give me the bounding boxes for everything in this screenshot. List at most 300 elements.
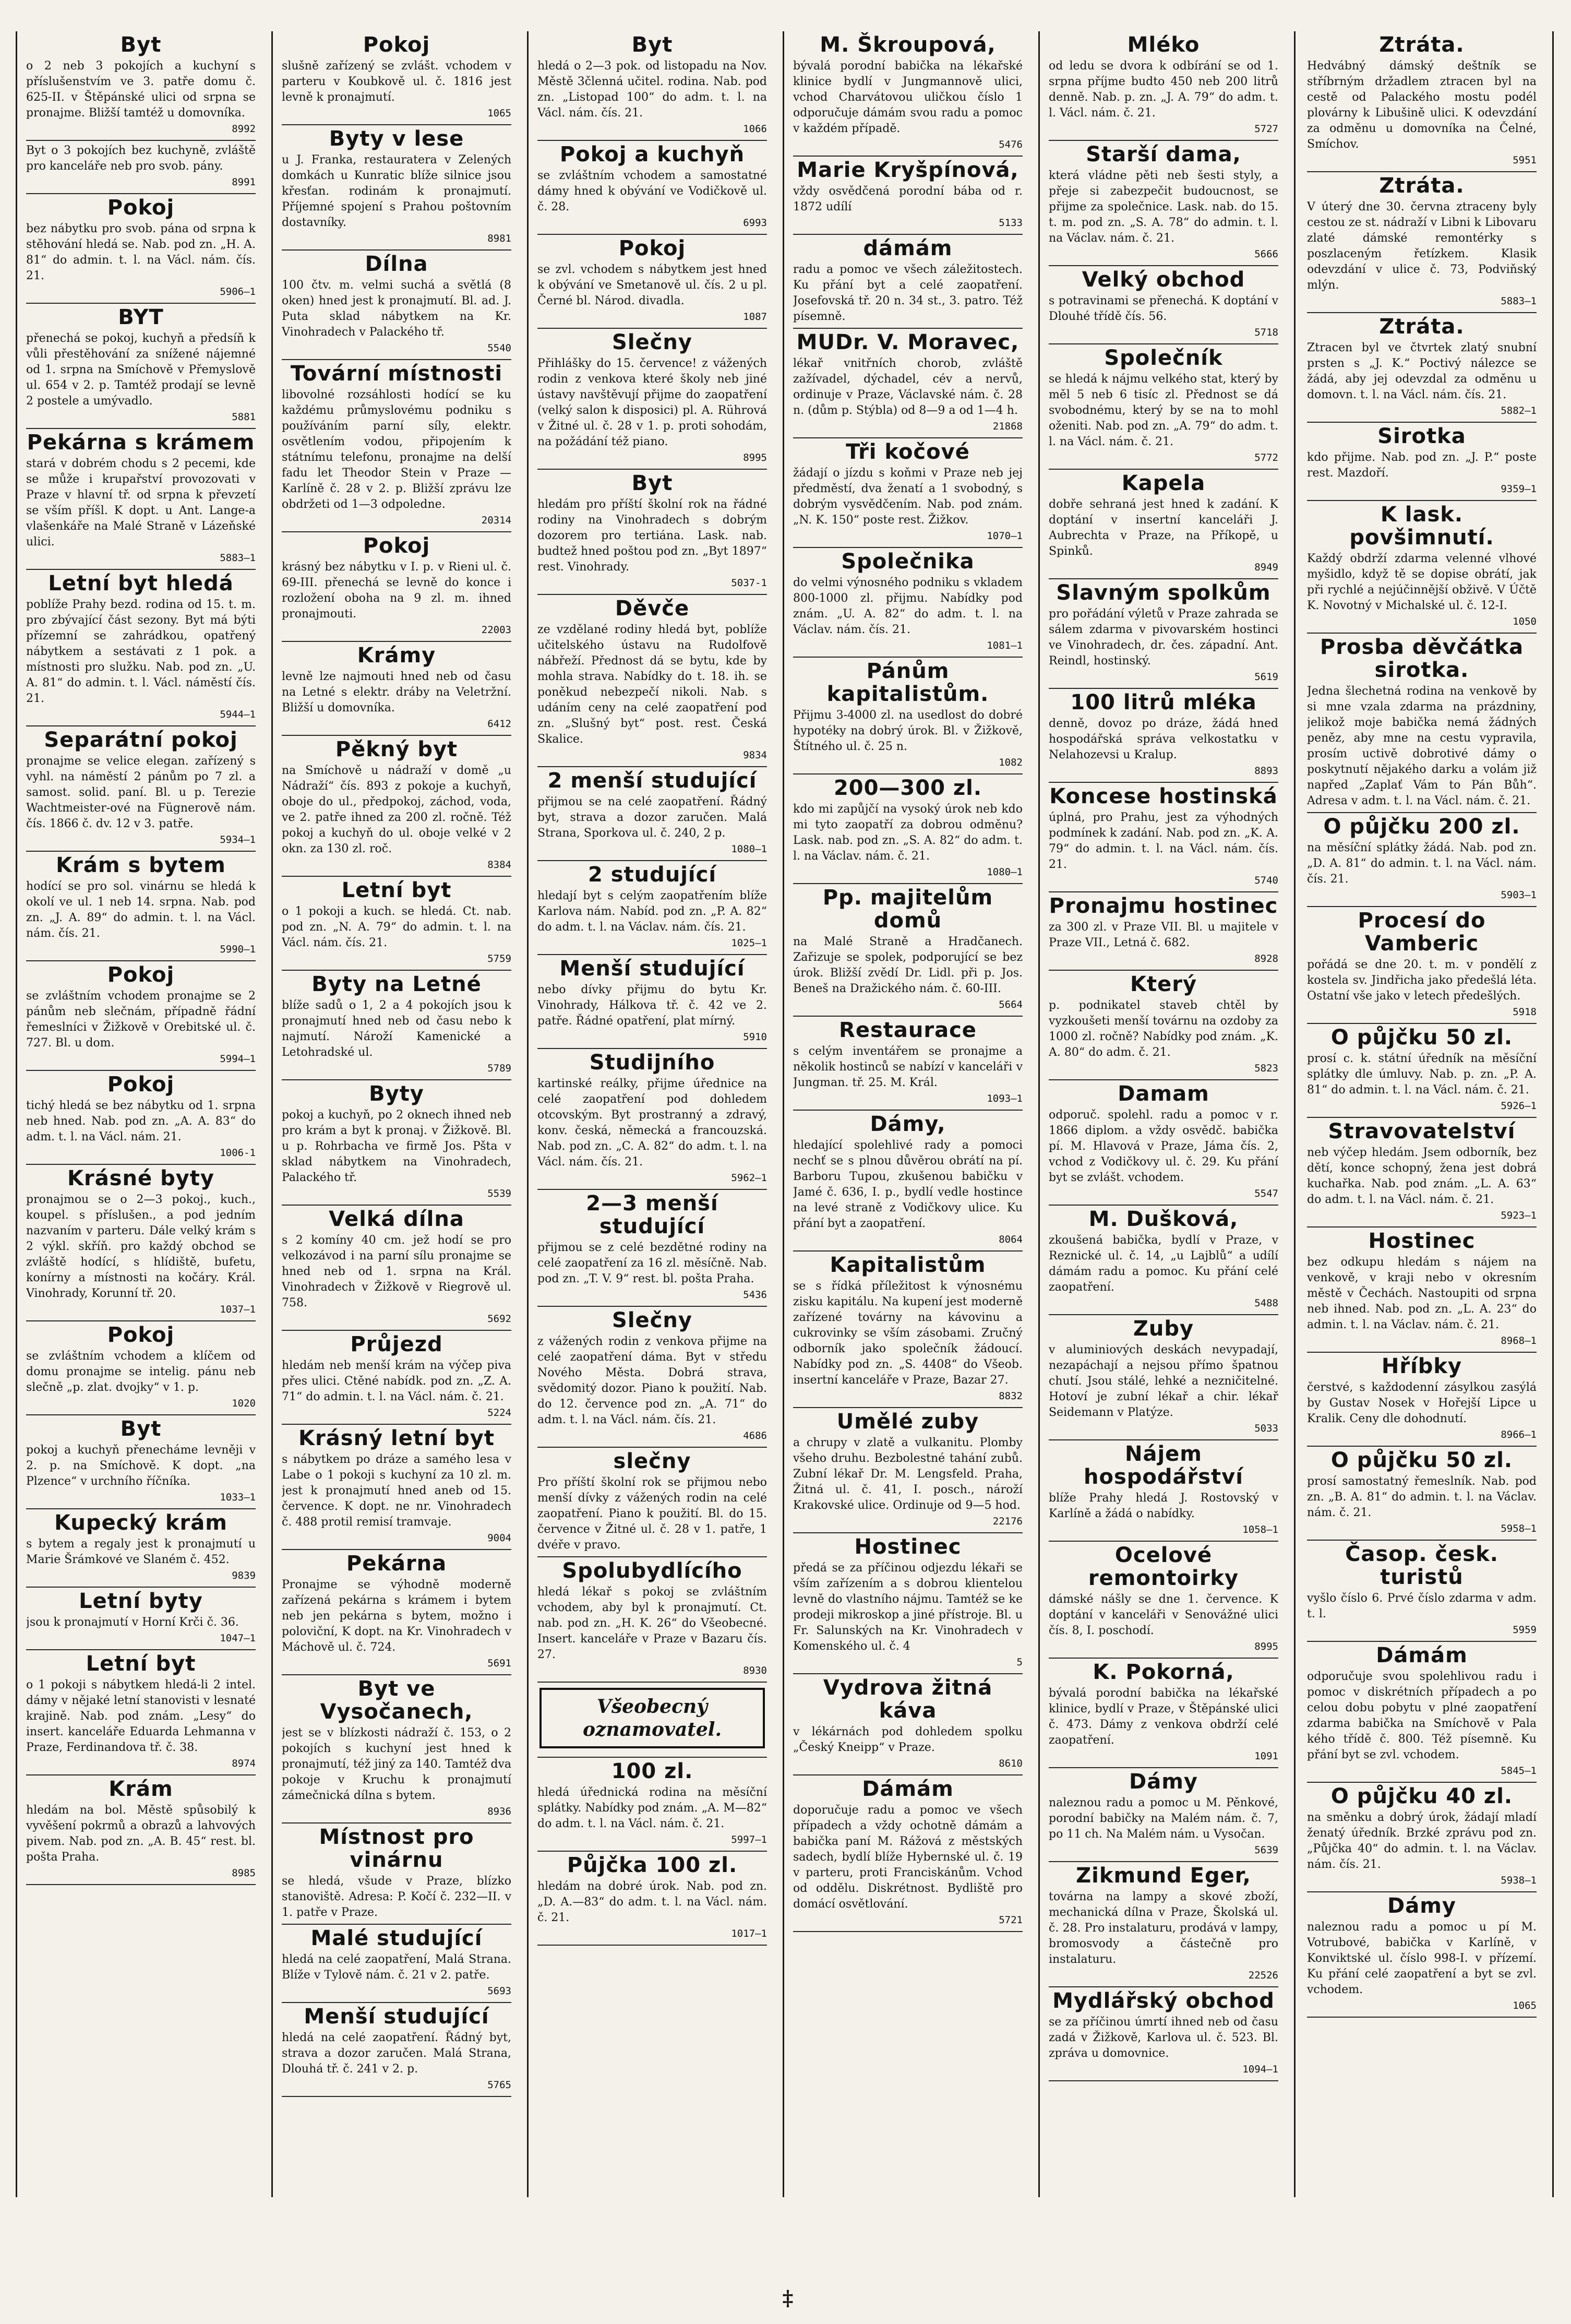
ad-text: lékař vnitřních chorob, zvláště zažívadel, dýchadel, cév a nervů, ordinuje v Praze, Václavské nám. č. 28 n. (dům p. Stýbla) od 8—9 a od 1—4 h. [793, 357, 1023, 417]
classified-ad [282, 1208, 511, 1331]
ad-text: odporuč. spolehl. radu a pomoc v r. 1866 diplom. a vždy osvědč. babička pí. M. Hlavová v Praze, Jámа čís. 2, vchod z Vodičkovy ul. č. 29. Ku přání byt se zvlášt. vchodem. [1049, 1109, 1278, 1184]
classified-ad [793, 660, 1023, 774]
classified-ad [1307, 315, 1537, 423]
classified-ad [537, 472, 767, 595]
classified-ad [537, 1450, 767, 1557]
ad-number: 9834 [743, 749, 767, 761]
classified-ad [1049, 1317, 1278, 1440]
ad-number: 1017—1 [731, 1928, 767, 1939]
ad-title: Dámy [1387, 1894, 1456, 1918]
ad-text: p. podnikatel staveb chtěl by vyzkoušeti menší továrnu na ozdoby za 1000 zl. ročně? Nabídky pod znám. „K. A. 80“ do adm. č. 21. [1049, 999, 1278, 1059]
classified-ad [1307, 1644, 1537, 1783]
ad-text: o 2 neb 3 pokojích a kuchyní s příslušenstvím ve 3. patře domu č. 625-II. v Štěpánské ulici od srpna se pronajme. Bližší tamtéž u domovníka. [26, 59, 256, 120]
ad-number: 8981 [487, 233, 511, 244]
ad-text: se s řídká příležitost k výnosnému zisku kapitálu. Na kupení jest moderně zařízené továrny na kávovinu a cukrovinky se vším zásobami. Zručný odborník jako společník žádoucí. Nabídky pod zn. „S. 4408“ do Všeob. insertní kanceláře v Praze, Bazar 27. [793, 1280, 1023, 1387]
classified-ad [282, 1826, 511, 1925]
ad-number: 8992 [232, 123, 256, 135]
classified-ad [1049, 143, 1278, 266]
ad-text: s nábytkem po dráze a samého lesa v Labe o 1 pokoji s kuchyní za 10 zl. m. jest k pronajmutí hned aneb od 15. července. K dopt. ne nr. Vinohradech č. 488 protil remisí tramvaje. [282, 1453, 511, 1529]
classified-ad [793, 331, 1023, 438]
classified-ad [1307, 1120, 1537, 1227]
ad-title: Zikmund Eger, [1076, 1864, 1251, 1888]
ad-title: Kapela [1121, 471, 1206, 495]
ad-number: 5765 [487, 2079, 511, 2091]
column-rule [1294, 31, 1296, 2197]
ad-title: Časop. česk. turistů [1345, 1542, 1498, 1589]
ad-title: BYT [118, 305, 164, 329]
ad-number: 8064 [999, 1234, 1023, 1245]
ad-text: hledám na dobré úrok. Nab. pod zn. „D. A.—83“ do adm. t. l. na Václ. nám. č. 21. [537, 1880, 767, 1924]
ad-number: 5789 [487, 1063, 511, 1074]
ad-text: stará v dobrém chodu s 2 pecemi, kde se může i krupařství provozovati v Praze v hlavní tř. od srpna k převzetí se vším příšl. K dopt. u Ant. Lange-a vlašenkáře na Malé Straně v Lázeňské ulici. [26, 457, 256, 549]
ad-title: Pokoj a kuchyň [559, 142, 745, 166]
ad-text: přijmou se na celé zaopatření. Řádný byt, strava a dozor zaručen. Malá Strana, Sporkova ul. č. 240, 2 p. [537, 795, 767, 840]
ad-number: 1065 [487, 108, 511, 119]
ad-title: K lask. povšimnutí. [1349, 503, 1494, 550]
ad-text: s bytem a regaly jest k pronajmutí u Marie Šrámkové ve Slaném č. 452. [26, 1538, 256, 1566]
ad-number: 20314 [481, 515, 511, 526]
ad-title: O půjčku 50 zl. [1330, 1448, 1513, 1472]
column-4 [793, 31, 1023, 2197]
ad-title: Pěkný byt [335, 737, 458, 761]
ad-title: Hostinec [854, 1535, 962, 1559]
ad-number: 6993 [743, 217, 767, 229]
classified-ad [537, 237, 767, 329]
ad-title: Který [1130, 972, 1197, 996]
ad-title: Byty [369, 1082, 424, 1106]
ad-number: 5938—1 [1501, 1875, 1537, 1886]
ad-text: zkoušená babička, bydlí v Praze, v Reznické ul. č. 14, „u Lajblů“ a udílí dámám radu a pomoc. Ku přání celé zaopatření. [1049, 1234, 1278, 1294]
column-rule [1552, 31, 1554, 2197]
classified-ad [1049, 1208, 1278, 1315]
ad-text: a chrupy v zlatě a vulkanitu. Plomby všeho druhu. Bezbolestné tahání zubů. Zubní lékař Dr. M. Lengsfeld. Praha, Žitná ul. č. 41, I. posch., nároží Krakovské ulice. Ordinuje od 9—5 hod. [793, 1436, 1023, 1512]
ad-text: neb výčep hledám. Jsem odborník, bez dětí, konce schopný, žena jest dobrá kuchařka. Nab. pod znám. „L. A. 63“ do adm. t. l. na Václ. nám. č. 21. [1307, 1146, 1537, 1206]
ad-title: Starší dama, [1086, 142, 1241, 166]
ad-number: 5923—1 [1501, 1210, 1537, 1221]
ad-number: 6412 [487, 718, 511, 730]
ad-title: Dílna [365, 252, 428, 276]
classified-ad [26, 1778, 256, 1885]
classified-ad [26, 1324, 256, 1415]
ad-title: Hříbky [1381, 1354, 1462, 1378]
classified-ad [1307, 425, 1537, 501]
classified-ad [1049, 691, 1278, 783]
ad-text: u J. Franka, restauratera v Zelených domkách u Kunratic blíže silnice jsou křesťan. rodinám k pronajmutí. Příjemné spojení s Prahou poštovním dostavníky. [282, 153, 511, 229]
ad-text: se zvláštním vchodem a klíčem od domu pronajme se intelig. pánu neb slečně „p. zlat. dvojky“ v 1. p. [26, 1350, 256, 1394]
ad-number: 9004 [487, 1532, 511, 1544]
ad-number: 5436 [743, 1289, 767, 1301]
ad-number: 5539 [487, 1188, 511, 1199]
ad-title: 100 zl. [611, 1759, 693, 1783]
classified-ad [1049, 1544, 1278, 1659]
classified-ad [26, 431, 256, 570]
ad-title: Ztráta. [1379, 174, 1465, 198]
ad-number: 1087 [743, 311, 767, 323]
ad-text: jest se v blízkosti nádraží č. 153, o 2 pokojích s kuchyní jest hned k pronajmutí, též jiný za 140. Tamtéž dva pokoje v Kruchu k pronajmutí zámečnická dílna s bytem. [282, 1726, 511, 1802]
classified-ad [1307, 1543, 1537, 1642]
classified-ad [537, 1559, 767, 1683]
classified-ad [1307, 1230, 1537, 1353]
ad-number: 5476 [999, 139, 1023, 150]
classified-ad [793, 777, 1023, 884]
ad-text: od ledu se dvora k odbírání se od 1. srpna příjme budto 450 neb 200 litrů denně. Nab. p. zn. „J. A. 79“ do adm. t. l. Václ. nám. č. 21. [1049, 59, 1278, 120]
ad-number: 1050 [1513, 616, 1537, 627]
ad-text: bývalá porodní babička na lékařské klinice bydlí v Jungmannově ulici, vchod Charvátovou uličkou číslo 1 odporučuje dámám svou radu a pomoc v každém případě. [793, 59, 1023, 135]
ad-text: o 1 pokoji s nábytkem hledá-li 2 intel. dámy v nějaké letní stanovisti v lesnaté krajině. Nab. pod znám. „Lesy“ do insert. kanceláře Eduarda Lehmanna v Praze, Ferdinandova tř. č. 38. [26, 1678, 256, 1754]
ad-title: O půjčku 40 zl. [1330, 1784, 1513, 1808]
ad-number: 5906—1 [220, 286, 256, 297]
ad-number: 5962—1 [731, 1172, 767, 1184]
classified-ad [1307, 909, 1537, 1024]
ad-title: dámám [863, 236, 953, 260]
ad-title: 2 studující [587, 863, 717, 887]
ad-title: Dámy [1129, 1770, 1198, 1794]
ad-title: Studijního [589, 1051, 715, 1075]
ad-text: pořádá se dne 20. t. m. v pondělí z kostela sv. Jindřicha jako předešlá léta. Ostatní vše jako v letech předešlých. [1307, 958, 1537, 1003]
classified-ad [282, 33, 511, 125]
ad-text: pokoj a kuchyň, po 2 oknech ihned neb pro krám a byt k pronaj. v Žižkově. Bl. u p. Rohrbacha ve firmě Jos. Pšta v sklad nábytkem na Vinohradech, Palackého tř. [282, 1109, 511, 1184]
ad-title: Malé studující [310, 1926, 483, 1950]
ad-text: továrna na lampy a skové zboží, mechanická dílna v Praze, Školská ul. č. 28. Pro instalaturu, prodává v lampy, bromosvody a částečně pro instalaturu. [1049, 1890, 1278, 1966]
classified-ad [1307, 1026, 1537, 1118]
classified-ad [1049, 1443, 1278, 1542]
column-rule [271, 31, 273, 2197]
ad-title: MUDr. V. Moravec, [796, 330, 1020, 354]
column-1 [26, 31, 256, 2197]
ad-text: Každý obdrží zdarma velenné vlhové myšidlo, když tě se dopise obrátí, jak při rychlé a nejúčinnější obživě. V Účtě K. Novotný v Michalské ul. č. 12-I. [1307, 552, 1537, 612]
ad-text: na směnku a dobrý úrok, žádají mladí ženatý úředník. Brzké zprávu pod zn. „Půjčka 40“ do admin. t. l. na Václav. nám. čís. 21. [1307, 1811, 1537, 1871]
ad-number: 5037-1 [731, 577, 767, 589]
ad-title: Spolubydlícího [562, 1559, 742, 1583]
ad-text: bez nábytku pro svob. pána od srpna k stěhování hledá se. Nab. pod zn. „H. A. 81“ do admin. t. l. na Václ. nám. čís. 21. [26, 222, 256, 282]
ad-text: kdo mi zapůjčí na vysoký úrok neb kdo mi tyto zaopatří za dobrou odměnu? Lask. nab. pod zn. „S. A. 82“ do adm. t. l. na Václav. nám. č. 21. [793, 803, 1023, 863]
ad-number: 22176 [992, 1516, 1023, 1527]
classified-ad [537, 1192, 767, 1307]
ad-number: 5759 [487, 953, 511, 964]
ad-text: odporučuje svou spolehlivou radu i pomoc v diskrétních případech a po celou dobu pobytu v plné zaopatření zdarma babička na Smíchově v Pala kého třídě č. 800. Též písemně. Ku přání byt se zvl. vchodem. [1307, 1670, 1537, 1761]
ad-title: Letní byt hledá [48, 571, 234, 595]
ad-number: 1082 [999, 757, 1023, 768]
ad-text: Přihlášky do 15. července! z vážených rodin z venkova které školy neb jiné ústavy navštěvují přijme do zaopatření (velký salon k disposici) pl. A. Rührová v Žitné ul. č. 28 v 1. p. proti sohodám, na požádání též piano. [537, 357, 767, 448]
classified-ad [282, 879, 511, 971]
ad-title: Ocelové remontoirky [1088, 1543, 1239, 1590]
classified-ad [537, 331, 767, 470]
ad-text: libovolné rozsáhlosti hodící se ku každému průmyslovému podniku s používáním parní síly, elektr. osvětlením vodou, připojením k státnímu telefonu, pronajme na delší fadu let Theodor Stein v Praze — Karlíně č. 28 v 2. p. Bližší zprávu lze obdržeti od 1—3 odpoledne. [282, 388, 511, 511]
ad-number: 8832 [999, 1390, 1023, 1402]
ad-number: 8968—1 [1501, 1335, 1537, 1346]
ad-number: 5997—1 [731, 1834, 767, 1845]
ad-title: Letní byt [341, 878, 452, 902]
ad-number: 5845—1 [1501, 1765, 1537, 1777]
ad-title: Pokoj [107, 196, 175, 220]
ad-number: 1066 [743, 123, 767, 135]
ad-number: 1080—1 [987, 866, 1023, 878]
classified-ad [537, 1309, 767, 1448]
ad-title: Sirotka [1377, 424, 1466, 448]
ad-number: 1094—1 [1242, 2064, 1278, 2075]
ad-number: 5772 [1254, 452, 1278, 463]
ad-number: 1025—1 [731, 937, 767, 949]
ad-number: 5721 [999, 1914, 1023, 1926]
classified-ad [1049, 268, 1278, 344]
ad-number: 5951 [1513, 154, 1537, 166]
classified-ad [1307, 636, 1537, 813]
ad-text: naleznou radu a pomoc u pí M. Votrubové, babička v Karlíně, v Konviktské ul. číslo 998-I. v přízemí. Ku přání celé zaopatření a byt se zvl. vchodem. [1307, 1921, 1537, 1996]
ad-number: 9359—1 [1501, 483, 1537, 495]
ad-text: na Malé Straně a Hradčanech. Zařizuje se spolek, podporující se bez úrok. Bližší zvědí Dr. Lidl. při p. Jos. Beneš na Dražického nám. č. 60-III. [793, 935, 1023, 995]
ad-number: 1070—1 [987, 530, 1023, 542]
ad-title: Krásný letní byt [298, 1426, 495, 1450]
ad-title: Společnika [841, 550, 975, 574]
classified-ad [1307, 1355, 1537, 1447]
ad-title: Byty na Letné [311, 972, 482, 996]
ad-title: M. Škroupová, [820, 33, 996, 57]
ad-number: 5934—1 [220, 834, 256, 845]
ad-title: Pekárna s krámem [27, 431, 255, 455]
ad-text: hledají byt s celým zaopatřením blíže Karlova nám. Nabíd. pod zn. „P. A. 82“ do adm. t. l. na Václav. nám. čís. 21. [537, 889, 767, 934]
ad-title: Pokoj [363, 534, 430, 558]
ad-text: hledá úřednická rodina na měsíční splátky. Nabídky pod znám. „A. M—82“ do adm. t. l. na Václ. nám. č. 21. [537, 1786, 767, 1830]
ad-text: prosí c. k. státní úředník na měsíční splátky dle úmluvy. Nab. p. zn. „P. A. 81“ do admin. t. l. na Václ. nám. č. 21. [1307, 1052, 1537, 1097]
classified-ad [26, 1167, 256, 1321]
column-rule [1038, 31, 1040, 2197]
column-rule [783, 31, 784, 2197]
ad-number: 1037—1 [220, 1304, 256, 1315]
classified-ad [1049, 472, 1278, 579]
classified-ad [1049, 1661, 1278, 1768]
ad-number: 8991 [232, 176, 256, 188]
ad-title: Marie Kryšpínová, [797, 158, 1019, 182]
ad-text: blíže Prahy hledá J. Rostovský v Karlíně a žádá o nabídky. [1049, 1492, 1278, 1520]
ad-number: 1006-1 [220, 1147, 256, 1159]
ad-number: 8949 [1254, 562, 1278, 573]
ad-title: Koncese hostinská [1049, 784, 1278, 808]
classified-ad [793, 886, 1023, 1017]
ad-title: Nájem hospodářství [1084, 1442, 1243, 1489]
ad-title: Velká dílna [329, 1207, 464, 1231]
ad-title: O půjčku 50 zl. [1330, 1026, 1513, 1050]
classified-ad [793, 1535, 1023, 1674]
ad-number: 5664 [999, 999, 1023, 1010]
ad-title: Prosba děvčátka sirotka. [1320, 635, 1524, 682]
ad-number: 5958—1 [1501, 1523, 1537, 1534]
ad-number: 5547 [1254, 1188, 1278, 1199]
ad-text: pokoj a kuchyň přenecháme levněji v 2. p. na Smíchově. K dopt. „na Plzence“ v urchního říčníka. [26, 1444, 256, 1488]
ad-number: 8985 [232, 1867, 256, 1879]
classified-ad [282, 1082, 511, 1206]
ad-text: Byt o 3 pokojích bez kuchyně, zvláště pro kanceláře neb pro svob. pány. [26, 144, 256, 173]
ad-title: Společník [1104, 346, 1223, 370]
ad-text: žádají o jízdu s koňmi v Praze neb jej předměstí, dva ženatí a 1 svobodný, s dobrým vysvědčením. Nab. pod znám. „N. K. 150“ poste rest. Žižkov. [793, 467, 1023, 527]
classified-ad [282, 362, 511, 532]
ad-title: Pp. majitelům domů [822, 886, 993, 933]
classified-ad [537, 769, 767, 861]
ad-number: 5823 [1254, 1063, 1278, 1074]
ad-text: se zvl. vchodem s nábytkem jest hned k obývání ve Smetanově ul. čís. 2 u pl. Černé bl. Národ. divadla. [537, 263, 767, 307]
ad-text: hledá na celé zaopatření, Malá Strana. Blíže v Tylově nám. č. 21 v 2. patře. [282, 1953, 511, 1982]
classified-ad [793, 1778, 1023, 1932]
classified-ad [1049, 581, 1278, 689]
classified-ad [26, 143, 256, 194]
classified-ad [282, 1927, 511, 2003]
ad-number: 5944—1 [220, 709, 256, 720]
ad-title: K. Pokorná, [1093, 1660, 1234, 1684]
ad-title: Krámy [357, 643, 436, 668]
ad-title: Byt [120, 33, 162, 57]
classified-ad [793, 33, 1023, 157]
classified-ad [1307, 174, 1537, 313]
ad-text: hodící se pro sol. vinárnu se hledá k okolí ve ul. 1 neb 14. srpna. Nab. pod zn. „J. A. 89“ do admin. t. l. na Václ. nám. čís. 21. [26, 880, 256, 940]
column-6 [1307, 31, 1537, 2197]
ad-number: 1065 [1513, 2000, 1537, 2011]
ad-text: přenechá se pokoj, kuchyň a předsíň k vůli přestěhování za snížené nájemné od 1. srpna na Smíchově v Přemyslově ul. 654 v 2. p. Tamtéž prodají se levně 2 postele a umývadlo. [26, 332, 256, 408]
classified-ad [26, 306, 256, 429]
ad-text: předá se za příčinou odjezdu lékaři se vším zařízením a s dobrou klientelou levně do vlastního nájmu. Tamtéž se ke prodeji mikroskop a jiné přístroje. Bl. u Fr. Salunských na Kr. Vinohradech v Komenského ul. č. 4 [793, 1562, 1023, 1653]
ad-title: Zuby [1133, 1317, 1194, 1341]
ad-text: se zvláštním vchodem pronajme se 2 pánům neb slečnám, případně řádní řemeslníci v Žižkově v Orebitské ul. č. 727. Bl. u dom. [26, 990, 256, 1050]
ad-number: 5882—1 [1501, 405, 1537, 416]
classified-ad [282, 534, 511, 642]
page-footer-mark: ‡ [782, 2286, 794, 2310]
classified-ad [1307, 1785, 1537, 1892]
ad-title: Pokoj [107, 1072, 175, 1097]
ad-title: Mléko [1127, 33, 1200, 57]
ad-number: 5903—1 [1501, 889, 1537, 901]
ad-number: 1093—1 [987, 1093, 1023, 1104]
ad-number: 5926—1 [1501, 1100, 1537, 1112]
ad-text: hledám na bol. Městě spůsobilý k vyvěšení pokrmů a obrazů a lahvových pivem. Nab. pod zn. „A. B. 45“ rest. bl. pošta Praha. [26, 1804, 256, 1864]
classified-ad [26, 1073, 256, 1165]
ad-title: Pronajmu hostinec [1049, 894, 1278, 918]
classified-ad [1049, 973, 1278, 1080]
classified-ad [1307, 503, 1537, 634]
ad-text: poblíže Prahy bezd. rodina od 15. t. m. pro zbývající část sezony. Byt má býti přízemní se zahrádkou, opatřený nábytkem a sestávati z 1 pok. a místnosti pro služku. Nab. pod zn. „U. A. 81“ do admin. t. l. Václ. náměstí čís. 21. [26, 598, 256, 705]
ad-text: radu a pomoc ve všech záležitostech. Ku přání byt a celé zaopatření. Josefovská tř. 20 n. 34 st., 3. patro. Též písemně. [793, 263, 1023, 323]
ad-number: 5033 [1254, 1423, 1278, 1434]
ad-text: levně lze najmouti hned neb od času na Letné s elektr. drábу na Veletržní. Bližší u domovníka. [282, 670, 511, 714]
ad-number: 8930 [743, 1665, 767, 1676]
ad-number: 5133 [999, 217, 1023, 229]
classified-ad [1307, 1449, 1537, 1541]
ad-number: 5727 [1254, 123, 1278, 135]
ad-title: Kapitalistům [830, 1253, 986, 1277]
ad-title: Dámám [1376, 1643, 1468, 1667]
ad-number: 9839 [232, 1570, 256, 1581]
ad-title: Hostinec [1368, 1229, 1476, 1253]
ad-title: Restaurace [839, 1018, 977, 1042]
ad-text: doporučuje radu a pomoc ve všech případech a vždy ochotně dámám a babička paní M. Rážová z městských sadech, bydlí blíže Hybernské ul. č. 19 v parteru, proti Franciskánům. Vchod od oddělu. Diskrétnost. Bydliště pro domácí osvětlování. [793, 1804, 1023, 1911]
classified-ad [537, 33, 767, 141]
ad-text: Pro příští školní rok se přijmou nebo menší dívky z vážených rodin na celé zaopatření. Piano k použití. Bl. do 15. července v Žitné ul. č. 28 v 1. patře, 1 dvéře v pravo. [537, 1476, 767, 1552]
ad-text: V úterý dne 30. června ztraceny byly cestou ze st. nádraží v Libni k Libovaru zlaté dámské remontérky s poszlaceným řetízkem. Klasik odevzdání v ulice č. 73, Podviňský mlýn. [1307, 200, 1537, 292]
ad-title: Ztráta. [1379, 315, 1465, 339]
column-rule [16, 31, 17, 2197]
classified-ad [793, 237, 1023, 329]
ad-title: Letní byt [86, 1652, 196, 1676]
ad-number: 1080—1 [731, 843, 767, 855]
classified-ad [282, 738, 511, 877]
ad-text: do velmi výnosného podniku s vkladem 800-1000 zl. přijmu. Nabídky pod znám. „U. A. 82“ do adm. t. l. na Václav. nám. čís. 21. [793, 576, 1023, 636]
ad-title: Byt [631, 33, 673, 57]
ad-text: s 2 komíny 40 cm. jež hodí se pro velkozávod i na parní sílu pronajme se hned neb od 1. srpna na Král. Vinohradech v Žižkově v Riegrově ul. 758. [282, 1234, 511, 1309]
ad-title: Byt [120, 1417, 162, 1441]
classified-ad [1049, 1864, 1278, 1987]
ad-number: 5718 [1254, 327, 1278, 338]
ad-text: pronajme se velice elegan. zařízený s vyhl. na náměstí 2 pánům po 7 zl. a samost. solid. paní. Bl. u p. Terezie Wachtmeister-ové na Fügnerově nám. čís. 1866 č. dv. 12 v 3. patře. [26, 755, 256, 830]
ad-number: 5692 [487, 1313, 511, 1325]
ad-title: Místnost pro vinárnu [319, 1825, 474, 1872]
ad-title: Umělé zuby [836, 1410, 979, 1434]
ad-number: 5918 [1513, 1006, 1537, 1018]
classified-ad [282, 973, 511, 1080]
ad-title: Byt [631, 471, 673, 495]
ad-title: 100 litrů mléka [1070, 690, 1257, 714]
classified-ad [537, 1688, 767, 1758]
ad-title: Půjčka 100 zl. [567, 1853, 738, 1877]
ad-text: naleznou radu a pomoc u M. Pěnkové, porodní babičky na Malém nám. č. 7, po 11 ch. Na Malém nám. u Vysočan. [1049, 1796, 1278, 1841]
ad-text: z vážených rodin z venkova přijme na celé zaopatření dáma. Byt v středu Nového Města. Dobrá strava, svědomitý dozor. Piano k použití. Nab. do 12. července pod zn. „A. 71“ do adm. t. l. na Václ. nám. čís. 21. [537, 1335, 767, 1426]
ad-title: Děvče [615, 597, 690, 621]
classified-ad [282, 1427, 511, 1550]
classified-ad [793, 1254, 1023, 1408]
ad-number: 1058—1 [1242, 1524, 1278, 1535]
ad-number: 1020 [232, 1398, 256, 1409]
classified-ad [1049, 1989, 1278, 2081]
classified-ad [26, 1511, 256, 1588]
classified-ad [537, 1051, 767, 1190]
ad-text: přijmou se z celé bezdětné rodiny na celé zaopatření za 16 zl. měsíčně. Nab. pod zn. „T. V. 9“ rest. bl. pošta Praha. [537, 1241, 767, 1285]
ad-number: 5 [1016, 1656, 1023, 1668]
classified-ad [282, 1677, 511, 1824]
ad-title: Dámám [862, 1777, 954, 1801]
ad-number: 8995 [743, 452, 767, 463]
ad-number: 5693 [487, 1985, 511, 1997]
classified-ad [1049, 1770, 1278, 1862]
ad-number: 5540 [487, 342, 511, 354]
ad-title: 200—300 zl. [833, 776, 982, 800]
ad-title: Byt ve Vysočanech, [320, 1677, 473, 1724]
ad-text: dobře sehraná jest hned k zadání. K doptání v insertní kanceláři J. Aubrechta v Praze, na Příkopě, u Spinků. [1049, 498, 1278, 558]
classified-ad [282, 127, 511, 251]
ad-title: Ztráta. [1379, 33, 1465, 57]
ad-text: 100 čtv. m. velmi suchá a světlá (8 oken) hned jest k pronajmutí. Bl. ad. J. Puta sklad nábytkem na Kr. Vinohradech v Palackého tř. [282, 279, 511, 339]
ad-number: 1033—1 [220, 1492, 256, 1503]
ad-text: s potravinami se přenechá. K doptání v Dlouhé třídě čís. 56. [1049, 294, 1278, 323]
ad-text: blíže sadů o 1, 2 a 4 pokojích jsou k pronajmutí hned neb od času nebo k najmutí. Nároží Kamenické a Letohradské ul. [282, 999, 511, 1059]
ad-number: 5883—1 [1501, 295, 1537, 307]
classified-ad [26, 196, 256, 304]
classified-ad [793, 440, 1023, 548]
ad-text: ze vzdělané rodiny hledá byt, poblíže učitelského ústavu na Rudolfově nábřeží. Přednost dá se bytu, kde by mohla strava. Nabídky do t. 18. ih. se poněkud nebezpečí nikoli. Nab. s udáním ceny na celé zaopatření pod zn. „Slušný byt“ post. rest. Česká Skalice. [537, 623, 767, 746]
classified-ad [537, 957, 767, 1049]
ad-title: Tři kočové [846, 440, 970, 464]
ad-title: Mydlářský obchod [1052, 1989, 1275, 2013]
ad-title: Separátní pokoj [44, 728, 238, 752]
classified-ad [793, 1676, 1023, 1775]
classified-ad [1307, 1894, 1537, 2018]
ad-number: 5740 [1254, 875, 1278, 886]
classified-ad [793, 1113, 1023, 1252]
section-banner: Všeobecný oznamovatel. [539, 1688, 765, 1748]
ad-text: bez odkupu hledám s nájem na venkově, v kraji nebo v okresním městě v Čechách. Nastoupiti od srpna neb ihned. Nab. pod zn. „L. A. 23“ do admin. t. l. na Václav. nám. č. 21. [1307, 1256, 1537, 1331]
ad-number: 1091 [1254, 1750, 1278, 1762]
ad-text: hledá lékař s pokoj se zvláštním vchodem, aby byl k pronajmutí. Ct. nab. pod zn. „H. K. 26“ do Všeobecné. Insert. kanceláře v Praze v Bazaru čís. 27. [537, 1586, 767, 1661]
ad-number: 5910 [743, 1031, 767, 1043]
ad-text: pro pořádání výletů v Praze zahrada se sálem zdarma v pivovarském hostinci ve Vinohradech, dr. čes. západní. Ant. Reindl, hostinský. [1049, 607, 1278, 668]
column-3 [537, 31, 767, 2197]
ad-title: Pokoj [107, 1323, 175, 1347]
ad-number: 1047—1 [220, 1632, 256, 1644]
